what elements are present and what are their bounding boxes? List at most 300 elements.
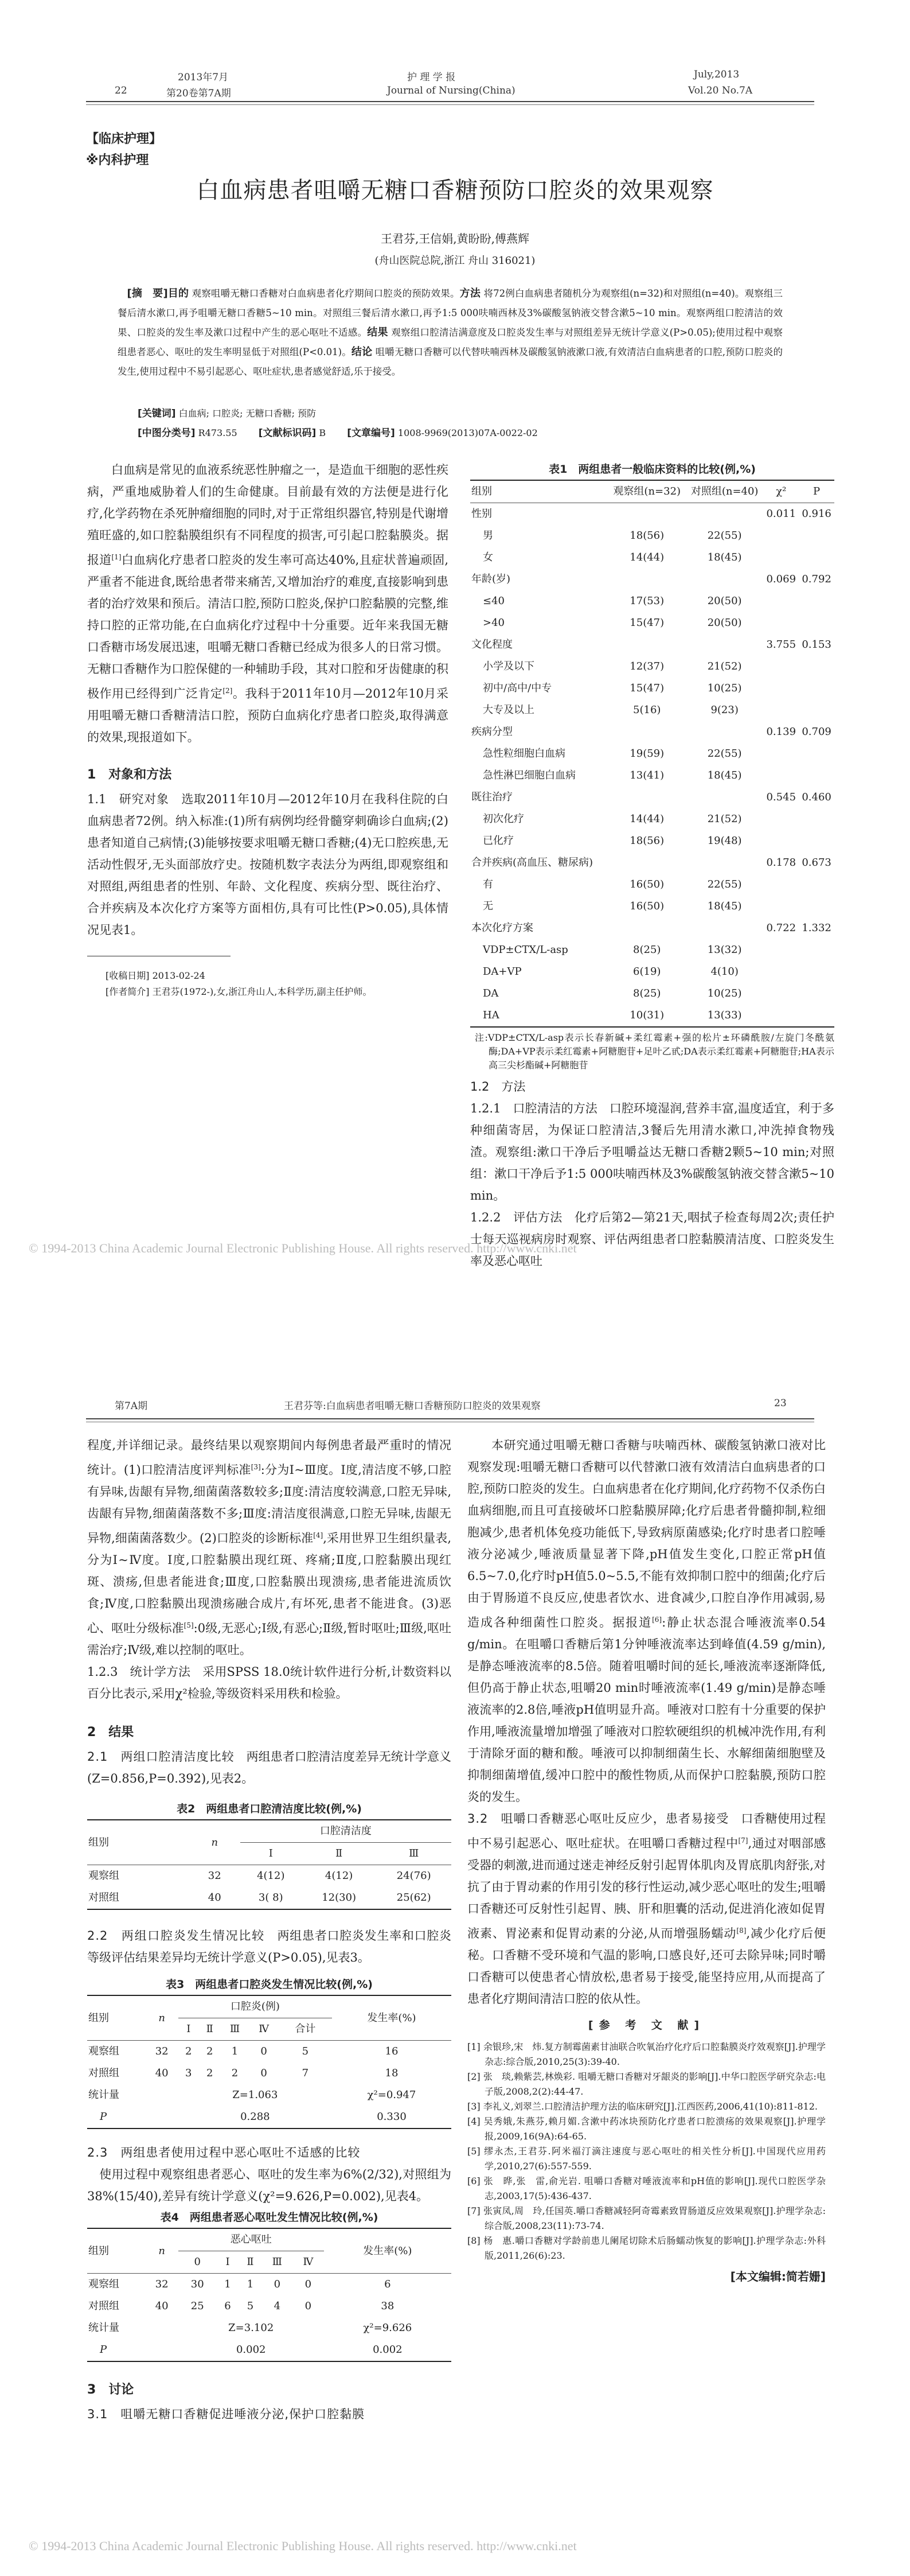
section-1-2-2 (470, 1207, 834, 1272)
table-cell: 12(37) (630, 660, 665, 672)
table-cell: 14(44) (630, 813, 665, 825)
section-1-heading: 1 对象和方法 (87, 768, 172, 782)
p-label: P (100, 2111, 107, 2123)
table-group-header: 口腔清洁度 (240, 1820, 451, 1843)
header-page-number: 22 (115, 85, 127, 96)
table-cell: 男 (483, 530, 493, 542)
references-heading: [参 考 文 献] (588, 2019, 705, 2032)
discussion-text-a: 本研究通过咀嚼无糖口香糖与呋喃西林、碳酸氢钠漱口液对比观察发现:咀嚼无糖口香糖可以代替漱口液有效清洁白血病患者的口腔,预防口腔炎的发生。白血病患者在化疗期间,化疗药物不仅杀伤白血病细胞,而且可直接破坏口腔黏膜屏障;化疗后患者骨髓抑制,粒细胞减少,患者机体免疫功能低下,导致病原菌感染;化疗时患者口腔唾液分泌减少,唾液质量显著下降,pH值发生变化,口腔正常pH值6.5~7.0,化疗时pH值5.0~5.5,不能有效抑制口腔中的细菌;化疗后由于胃肠道不良反应,使患者饮水、进食减少,口腔自净作用减弱,易造成各种细菌性口腔炎。据报道 (467, 1438, 826, 1629)
table-cell: 6(19) (633, 966, 661, 978)
table-cell (763, 808, 799, 830)
table-cell (686, 721, 763, 743)
table-row-p (87, 2106, 451, 2128)
table-header: 组别 (471, 485, 492, 497)
p-z: 0.002 (236, 2344, 266, 2356)
table-cell: 观察组 (88, 2278, 119, 2290)
intro-text-a: 白血病是常见的血液系统恶性肿瘤之一，是造血干细胞的恶性疾病，严重地威胁着人们的生命健康。目前最有效的方法便是进行化疗,化学药物在杀死肿瘤细胞的同时,对于正常组织器官,特别是代谢增殖旺盛的,如口腔黏膜组织有不同程度的损害,可引起口腔黏膜炎。据报道 (87, 463, 448, 567)
received-date (87, 968, 448, 984)
table-cell: 0.011 (766, 508, 796, 520)
table-cell: 10(25) (707, 682, 742, 694)
table-cell (763, 678, 799, 699)
table-cell (763, 699, 799, 721)
p-label: P (100, 2344, 107, 2356)
stat-z: Z=1.063 (232, 2089, 278, 2101)
p-chi: 0.002 (373, 2344, 403, 2356)
table-1-body (470, 503, 834, 1028)
table-row (470, 808, 834, 830)
table-cell: 0.139 (766, 726, 796, 738)
citation[interactable]: [4] (313, 1531, 323, 1539)
table-cell (799, 678, 834, 699)
table-cell: 小学及以下 (483, 660, 534, 672)
table-cell: 15(47) (630, 682, 665, 694)
citation[interactable]: [5] (183, 1621, 194, 1629)
table-cell: 20(50) (707, 617, 742, 629)
table-cell: 25 (190, 2300, 204, 2312)
section-2-1-text: 两组患者口腔清洁度差异无统计学意义(Z=0.856,P=0.392),见表2。 (87, 1750, 451, 1785)
table-row (470, 917, 834, 939)
abstract-objective-label: 目的 (167, 287, 189, 299)
table-cell: 0.673 (802, 857, 831, 869)
section-2-2 (87, 1925, 451, 1968)
table-cell: 6 (384, 2278, 391, 2290)
table-row (470, 852, 834, 874)
received-value: 2013-02-24 (152, 970, 205, 981)
citation[interactable]: [8] (736, 1927, 747, 1935)
table-cell: 4 (274, 2300, 281, 2312)
authors: 王君芬,王信娟,黄盼盼,傅燕辉 (380, 232, 530, 246)
table-cell (799, 525, 834, 547)
table-cell: 22(55) (707, 878, 742, 890)
clc-label: [中图分类号] (138, 427, 196, 439)
table-cell: 文化程度 (471, 639, 513, 651)
table-cell: 性别 (471, 508, 492, 520)
table-cell (799, 961, 834, 983)
header-rule (86, 1418, 814, 1422)
table-cell: 4(12) (325, 1870, 353, 1882)
page-2 (0, 1268, 910, 2576)
table-cell (799, 590, 834, 612)
table-cell (763, 612, 799, 634)
table-row (87, 2063, 451, 2084)
stat-chi: χ²=9.626 (363, 2322, 412, 2334)
table-row (87, 2295, 451, 2317)
left-column (87, 459, 448, 1000)
table-cell: 1 (247, 2278, 254, 2290)
table-cell (799, 743, 834, 765)
bio-value: 王君芬(1972-),女,浙江舟山人,本科学历,副主任护师。 (152, 986, 372, 997)
table-row (470, 590, 834, 612)
table-4-title: 表4 两组患者恶心呕吐发生情况比较(例,%) (160, 2211, 378, 2224)
header-date: 2013年7月 (178, 72, 229, 83)
table-row (470, 765, 834, 787)
right-column (467, 1434, 826, 2287)
table-header: Ⅱ (247, 2256, 254, 2268)
right-column (470, 459, 834, 1272)
table-row (470, 612, 834, 634)
table-header: Ⅲ (272, 2256, 283, 2268)
table-cell: 21(52) (707, 660, 742, 672)
doc-code-label: [文献标识码] (258, 427, 317, 439)
table-header: 组别 (88, 2011, 109, 2024)
table-cell: DA (483, 987, 499, 999)
table-cell (799, 699, 834, 721)
p-z: 0.288 (240, 2111, 270, 2123)
criteria-text-d: :0级,无恶心;Ⅰ级,有恶心;Ⅱ级,暂时呕吐;Ⅲ级,呕吐需治疗;Ⅳ级,难以控制的呕吐。 (87, 1621, 452, 1657)
table-header: Ⅰ (225, 2256, 230, 2268)
table-2-title: 表2 两组患者口腔清洁度比较(例,%) (177, 1803, 362, 1815)
section-1-2-3 (87, 1661, 451, 1705)
table-cell (799, 765, 834, 787)
intro-text-c: 。我科于2011年10月—2012年10月采用咀嚼无糖口香糖清洁口腔，预防白血病化疗患者口腔炎,取得满意的效果,现报道如下。 (87, 687, 448, 744)
copyright-watermark: © 1994-2013 China Academic Journal Electronic Publishing House. All rights reserved. http://www.cnki.net (29, 2539, 577, 2553)
stat-chi: χ²=0.947 (367, 2089, 416, 2101)
reference-item: [7] 张寅凤,周 玲,任国英.嚼口香糖减轻阿奇霉素致胃肠道反应效果观察[J].护理学杂志:综合版,2008,23(11):73-74. (467, 2205, 826, 2231)
reference-item: [4] 吴秀娥,朱燕芬,赖月媚.含漱中药冰块预防化疗患者口腔溃疡的效果观察[J].护理学报,2009,16(9A):64-65. (467, 2116, 826, 2142)
table-header: Ⅲ (409, 1847, 419, 1859)
table-row (470, 983, 834, 1005)
table-1-note: 注:VDP±CTX/L-asp表示长春新碱+柔红霉素+强的松片±环磷酰胺/左旋门冬酰氨酶;DA+VP表示柔红霉素+阿糖胞苷+足叶乙甙;DA表示柔红霉素+阿糖胞苷;HA表示高三尖杉酯碱+阿糖胞苷 (475, 1032, 834, 1071)
abstract-objective: 观察咀嚼无糖口香糖对白血病患者化疗期间口腔炎的预防效果。 (192, 288, 460, 299)
table-cell (799, 983, 834, 1005)
table-row-stat (87, 2084, 451, 2106)
section-1-2-1 (470, 1098, 834, 1207)
table-row (87, 2274, 451, 2296)
section-1-2-2-label: 1.2.2 评估方法 (470, 1211, 563, 1224)
table-cell: 对照组 (88, 1892, 119, 1904)
abstract-result-label: 结果 (367, 326, 388, 338)
table-header: 发生率(%) (363, 2244, 412, 2257)
classification (138, 425, 538, 439)
table-cell: 1 (231, 2045, 239, 2057)
table-row (87, 1887, 451, 1909)
reference-item: [6] 张 晔,张 雷,俞光岩. 咀嚼口香糖对唾液流率和pH值的影响[J].现代口腔医学杂志,2003,17(5):436-437. (467, 2176, 826, 2201)
table-cell: 22(55) (707, 530, 742, 542)
copyright-watermark: © 1994-2013 China Academic Journal Electronic Publishing House. All rights reserved. http://www.cnki.net (29, 1241, 577, 1255)
header-running-title: 王君芬等:白血病患者咀嚼无糖口香糖预防口腔炎的效果观察 (284, 1400, 541, 1412)
stat-z: Z=3.102 (228, 2322, 274, 2334)
section-3-1-heading (87, 2403, 451, 2425)
citation[interactable]: [7] (738, 1836, 748, 1845)
table-cell: 2 (231, 2067, 239, 2079)
table-cell: 18(56) (630, 530, 665, 542)
table-cell: 0.153 (802, 639, 831, 651)
table-cell (799, 612, 834, 634)
table-cell: 0.709 (802, 726, 831, 738)
section-2-3-label: 2.3 两组患者使用过程中恶心呕吐不适感的比较 (87, 2146, 361, 2159)
subsection-tag: ※内科护理 (86, 153, 149, 168)
article-id-label: [文章编号] (347, 427, 395, 439)
section-3-2-text-b: ,通过对咽部感受器的刺激,进而通过迷走神经反射引起胃体肌肉及胃底肌肉舒张,对抗了由于胃动素的作用引发的移行性运动,减少恶心呕吐的发生;咀嚼口香糖还可反射性引起胃、胰、肝和胆囊的活动,促进消化液如促胃液素、胃泌素和促胃动素的分泌,从而增强肠蠕动 (467, 1836, 826, 1940)
table-cell: 女 (483, 551, 493, 563)
table-header: 发生率(%) (367, 2011, 416, 2024)
table-cell: 15(47) (630, 617, 665, 629)
table-header: Ⅱ (206, 2023, 213, 2035)
table-cell: 32 (155, 2045, 169, 2057)
citation[interactable]: [3] (251, 1463, 261, 1471)
table-cell (799, 808, 834, 830)
author-bio (87, 984, 448, 1000)
section-1-2-3-text: 采用SPSS 18.0统计软件进行分析,计数资料以百分比表示,采用χ²检验,等级资料采用秩和检验。 (87, 1665, 452, 1701)
table-header: n (211, 1836, 218, 1849)
section-1-2-1-text: 口腔环境湿润,营养丰富,温度适宜，利于多种细菌寄居，为保证口腔清洁,3餐后先用清水漱口,冲洗掉食物残渣。观察组:漱口干净后予咀嚼益达无糖口香糖2颗5~10 min;对照组：漱口干净后予1:5 000呋喃西林及3%碳酸氢钠液交替含漱5~10 min。 (470, 1102, 834, 1203)
table-cell: 0.178 (766, 857, 796, 869)
table-row (470, 939, 834, 961)
abstract-conclusion-label: 结论 (351, 346, 373, 358)
keywords (138, 405, 316, 419)
table-cell (763, 525, 799, 547)
header-issue: 第7A期 (115, 1400, 148, 1412)
received-label: [收稿日期] (106, 970, 150, 981)
header-volume-cn: 第20卷第7A期 (166, 88, 231, 99)
table-cell: 21(52) (707, 813, 742, 825)
table-cell (686, 634, 763, 656)
abstract-conclusion: 咀嚼无糖口香糖可以代替呋喃西林及碳酸氢钠液漱口液,有效清洁白血病患者的口腔,预防口腔炎的发生,使用过程中不易引起恶心、呕吐症状,患者感觉舒适,乐于接受。 (118, 347, 783, 377)
table-cell: 2 (185, 2045, 192, 2057)
table-row (470, 503, 834, 526)
table-cell (763, 656, 799, 678)
table-cell (608, 917, 686, 939)
table-cell: 0 (260, 2067, 267, 2079)
table-cell: 0.460 (802, 791, 831, 803)
table-cell: 2 (206, 2067, 213, 2079)
affiliation: (舟山医院总院,浙江 舟山 316021) (374, 255, 536, 267)
reference-list (467, 2040, 826, 2263)
criteria-text-c: ,采用世界卫生组织量表,分为Ⅰ~Ⅳ度。Ⅰ度,口腔黏膜出现红斑、疼痛;Ⅱ度,口腔黏膜出现红斑、溃疡,但患者能进食;Ⅲ度,口腔黏膜出现溃疡,患者能进流质饮食;Ⅳ度,口腔黏膜出现溃疡融合成片,有坏死,患者不能进食。(3)恶心、呕吐分级标准 (87, 1531, 451, 1635)
table-cell (763, 1005, 799, 1027)
table-row-stat (87, 2317, 451, 2339)
table-row (87, 1865, 451, 1888)
table-cell: 1.332 (802, 922, 831, 934)
header-journal-en: Journal of Nursing(China) (387, 85, 515, 96)
table-cell: 18(45) (707, 769, 742, 781)
table-header: Ⅰ (268, 1847, 273, 1859)
table-cell: 2 (206, 2045, 213, 2057)
table-row (470, 699, 834, 721)
table-cell: 7 (302, 2067, 309, 2079)
section-2-3-text: 使用过程中观察组患者恶心、呕吐的发生率为6%(2/32),对照组为38%(15/40),差异有统计学意义(χ²=9.626,P=0.002),见表4。 (87, 2168, 451, 2203)
table-cell (763, 983, 799, 1005)
header-rule (86, 101, 814, 105)
table-group-header: 恶心呕吐 (178, 2228, 324, 2251)
table-cell (799, 874, 834, 896)
section-tag: 【临床护理】 (86, 132, 162, 146)
table-header: Ⅱ (335, 1847, 343, 1859)
table-cell: 有 (483, 878, 493, 890)
table-cell (608, 852, 686, 874)
table-cell: 24(76) (396, 1870, 431, 1882)
table-3-title: 表3 两组患者口腔炎发生情况比较(例,%) (166, 1978, 373, 1991)
table-cell: 30 (190, 2278, 204, 2290)
table-cell: 13(41) (630, 769, 665, 781)
table-row-p (87, 2339, 451, 2361)
table-cell (763, 743, 799, 765)
table-cell: 0.069 (766, 573, 796, 585)
discussion-text-b: :静止状态混合唾液流率0.54 g/min。在咀嚼口香糖后第1分钟唾液流率达到峰值(4.59 g/min),是静态唾液流率的8.5倍。随着咀嚼时间的延长,唾液流率逐渐降低,但仍高于静止状态,咀嚼20 min时唾液流率(1.49 g/min)是静态唾液流率的2.8倍,唾液pH值明显升高。唾液对口腔有十分重要的保护作用,唾液流量增加增强了唾液对口腔软硬组织的机械冲洗作用,有利于清除牙面的糖和酸。唾液可以抑制细菌生长、水解细菌细胞壁及抑制细菌增值,缓冲口腔中的酸性物质,从而保护口腔黏膜,预防口腔炎的发生。 (467, 1616, 826, 1804)
table-cell (763, 590, 799, 612)
table-cell: 0.792 (802, 573, 831, 585)
reference-item: [3] 李礼义,刘翠兰.口腔清洁护理方法的临床研究[J].江西医药,2006,41(10):811-812. (467, 2101, 818, 2112)
table-cell: 初次化疗 (483, 813, 524, 825)
table-cell: 16(50) (630, 878, 665, 890)
table-cell (686, 852, 763, 874)
section-1-1 (87, 788, 448, 941)
table-cell (799, 896, 834, 917)
table-cell: 19(59) (630, 748, 665, 760)
table-cell (686, 917, 763, 939)
citation[interactable]: [6] (652, 1616, 662, 1624)
criteria-text-a: 程度,并详细记录。最终结果以观察期间内每例患者最严重时的情况统计。(1)口腔清洁度评判标准 (87, 1438, 451, 1477)
table-row (470, 896, 834, 917)
table-cell: 32 (155, 2278, 169, 2290)
abstract-label: [摘 要] (127, 287, 168, 299)
citation[interactable]: [1] (111, 553, 122, 561)
table-row (470, 787, 834, 808)
table-cell: 18(45) (707, 900, 742, 912)
section-1-2-2-text: 化疗后第2—第21天,咽拭子检查每周2次;责任护士每天巡视病房时观察、评估两组患者口腔黏膜清洁度、口腔炎发生率及恶心呕吐 (470, 1211, 834, 1268)
section-1-1-text: 选取2011年10月—2012年10月在我科住院的白血病患者72例。纳入标准:(1)所有病例均经骨髓穿刺确诊白血病;(2)患者知道自己病情;(3)能够按要求咀嚼无糖口香糖;(4)无口腔疾患,无活动性假牙,无头面部放疗史。按随机数字表法分为两组,即观察组和对照组,两组患者的性别、年龄、文化程度、疾病分型、既往治疗、合并疾病及本次化疗方案等方面相仿,具有可比性(P>0.05),具体情况见表1。 (87, 792, 448, 937)
table-cell: 5 (302, 2045, 309, 2057)
table-cell: 18(45) (707, 551, 742, 563)
table-cell: 40 (208, 1892, 221, 1904)
table-header: Ⅰ (186, 2023, 191, 2035)
table-cell: 12(30) (322, 1892, 357, 1904)
editor-credit: [本文编辑:简若姗] (730, 2270, 826, 2283)
section-3-heading: 3 讨论 (87, 2383, 134, 2397)
table-2-body (87, 1865, 451, 1910)
table-cell: 22(55) (707, 748, 742, 760)
table-2 (87, 1819, 451, 1910)
stat-label: 统计量 (88, 2089, 119, 2101)
table-header: Ⅲ (229, 2023, 240, 2035)
page-1 (0, 0, 910, 1268)
table-header: 观察组(n=32) (613, 485, 681, 497)
header-date-en: July,2013 (694, 69, 740, 80)
table-cell: 40 (155, 2067, 169, 2079)
table-cell (799, 830, 834, 852)
table-cell (763, 874, 799, 896)
table-1-title: 表1 两组患者一般临床资料的比较(例,%) (549, 463, 756, 476)
table-header: n (158, 2011, 165, 2024)
table-header: P (813, 485, 821, 497)
table-cell: 10(31) (630, 1009, 665, 1021)
table-cell: 0 (304, 2300, 312, 2312)
table-cell (608, 634, 686, 656)
table-cell: 年龄(岁) (471, 573, 511, 585)
table-row (470, 678, 834, 699)
table-cell: 18 (385, 2067, 399, 2079)
table-header: 合计 (295, 2023, 316, 2035)
section-3-2 (467, 1808, 826, 2010)
article-id-value: 1008-9969(2013)07A-0022-02 (397, 427, 538, 438)
table-cell: 疾病分型 (471, 726, 513, 738)
table-cell: 大专及以上 (483, 704, 534, 716)
table-cell: 4(10) (710, 966, 739, 978)
table-cell: ≤40 (483, 595, 505, 607)
table-cell: 5(16) (633, 704, 661, 716)
table-cell (763, 939, 799, 961)
table-cell: >40 (483, 617, 505, 629)
table-4 (87, 2228, 451, 2362)
table-row (470, 830, 834, 852)
table-cell: 13(32) (707, 944, 742, 956)
table-cell (763, 961, 799, 983)
table-header: Ⅳ (303, 2256, 314, 2268)
table-row (470, 656, 834, 678)
doc-code-value: B (319, 427, 326, 438)
table-cell: 急性淋巴细胞白血病 (483, 769, 576, 781)
table-cell (608, 569, 686, 590)
table-cell (686, 569, 763, 590)
table-cell (608, 787, 686, 808)
table-header: 组别 (88, 2244, 109, 2257)
table-cell: 急性粒细胞白血病 (483, 748, 565, 760)
article-title: 白血病患者咀嚼无糖口香糖预防口腔炎的效果观察 (196, 177, 714, 204)
table-row (470, 961, 834, 983)
table-cell: 0.916 (802, 508, 831, 520)
section-3-1-label: 3.1 咀嚼无糖口香糖促进唾液分泌,保护口腔黏膜 (87, 2407, 365, 2421)
table-cell (686, 503, 763, 526)
reference-item: [5] 缪永杰,王君芬.阿米福汀滴注速度与恶心呕吐的相关性分析[J].中国现代应用药学,2010,27(6):557-559. (467, 2146, 826, 2172)
table-cell: 0 (274, 2278, 281, 2290)
table-cell: 0.545 (766, 791, 796, 803)
table-cell: 已化疗 (483, 835, 514, 847)
intro-text-b: 白血病化疗患者口腔炎的发生率可高达40%,且症状普遍顽固,严重者不能进食,既给患者带来痛苦,又增加治疗的难度,直接影响到患者的治疗效果和预后。清洁口腔,预防口腔炎,保护口腔黏膜的完整,维持口腔的正常功能,在白血病化疗过程中十分重要。近年来我国无糖口香糖市场发展迅速，咀嚼无糖口香糖已经成为很多人的日常习惯。无糖口香糖作为口腔保健的一种辅助手段，其对口腔和牙齿健康的积极作用已经得到广泛肯定 (87, 553, 448, 701)
table-cell (799, 1005, 834, 1027)
section-3-2-text-c: ,减少化疗后便秘。口香糖不受环境和气温的影响,口感良好,还可去除异味;同时嚼口香糖可以使患者心情放松,患者易于接受,能坚持应用,从而提高了患者化疗期间清洁口腔的依从性。 (467, 1927, 826, 2006)
table-cell (608, 503, 686, 526)
section-2-1 (87, 1746, 451, 1789)
table-group-header: 口腔炎(例) (178, 1995, 332, 2018)
table-row (470, 634, 834, 656)
table-cell: 8(25) (633, 987, 661, 999)
table-cell (608, 721, 686, 743)
table-header: 对照组(n=40) (690, 485, 759, 497)
table-row (470, 525, 834, 547)
table-cell: 10(25) (707, 987, 742, 999)
section-3-2-text-a: 口香糖使用过程中不易引起恶心、呕吐症状。在咀嚼口香糖过程中 (467, 1812, 826, 1850)
p-chi: 0.330 (377, 2111, 407, 2123)
table-cell: 对照组 (88, 2067, 119, 2079)
criteria-paragraph (87, 1434, 451, 1661)
section-2-3 (87, 2142, 451, 2207)
intro-paragraph (87, 459, 448, 748)
abstract (118, 284, 783, 382)
table-cell (799, 547, 834, 569)
table-cell: 本次化疗方案 (471, 922, 533, 934)
table-row (87, 2041, 451, 2063)
table-cell (799, 939, 834, 961)
abstract-method: 将72例白血病患者随机分为观察组(n=32)和对照组(n=40)。观察组三餐后清水漱口,再予咀嚼无糖口香糖5~10 min。对照组三餐后清水漱口,再予1:5 000呋喃西林及3%碳酸氢钠液交替含漱5~10 min。观察两组口腔清洁的效果、口腔炎的发生率及漱口过程中产生的恶心呕吐不适感。 (118, 288, 783, 338)
section-3-2-label: 3.2 咀嚼口香糖恶心呕吐反应少，患者易接受 (467, 1812, 729, 1826)
table-cell: 合并疾病(高血压、糖尿病) (471, 857, 593, 869)
table-cell: 16 (385, 2045, 399, 2057)
section-2-heading: 2 结果 (87, 1725, 134, 1740)
table-cell (799, 656, 834, 678)
reference-item: [1] 余银珍,宋 炜.复方制霉菌素甘油联合吹氧治疗化疗后口腔黏膜炎疗效观察[J].护理学杂志:综合版,2010,25(3):39-40. (467, 2041, 826, 2067)
keywords-label: [关键词] (138, 408, 176, 419)
table-cell: 19(48) (707, 835, 742, 847)
table-cell: 17(53) (630, 595, 665, 607)
table-cell: 3 (185, 2067, 192, 2079)
left-column (87, 1434, 451, 2425)
section-2-2-text: 两组患者口腔炎发生率和口腔炎等级评估结果差异均无统计学意义(P>0.05),见表3。 (87, 1929, 452, 1964)
table-row (470, 721, 834, 743)
citation[interactable]: [2] (222, 687, 233, 695)
table-row (470, 1005, 834, 1027)
table-cell: DA+VP (483, 966, 522, 978)
section-1-2-3-label: 1.2.3 统计学方法 (87, 1665, 191, 1679)
